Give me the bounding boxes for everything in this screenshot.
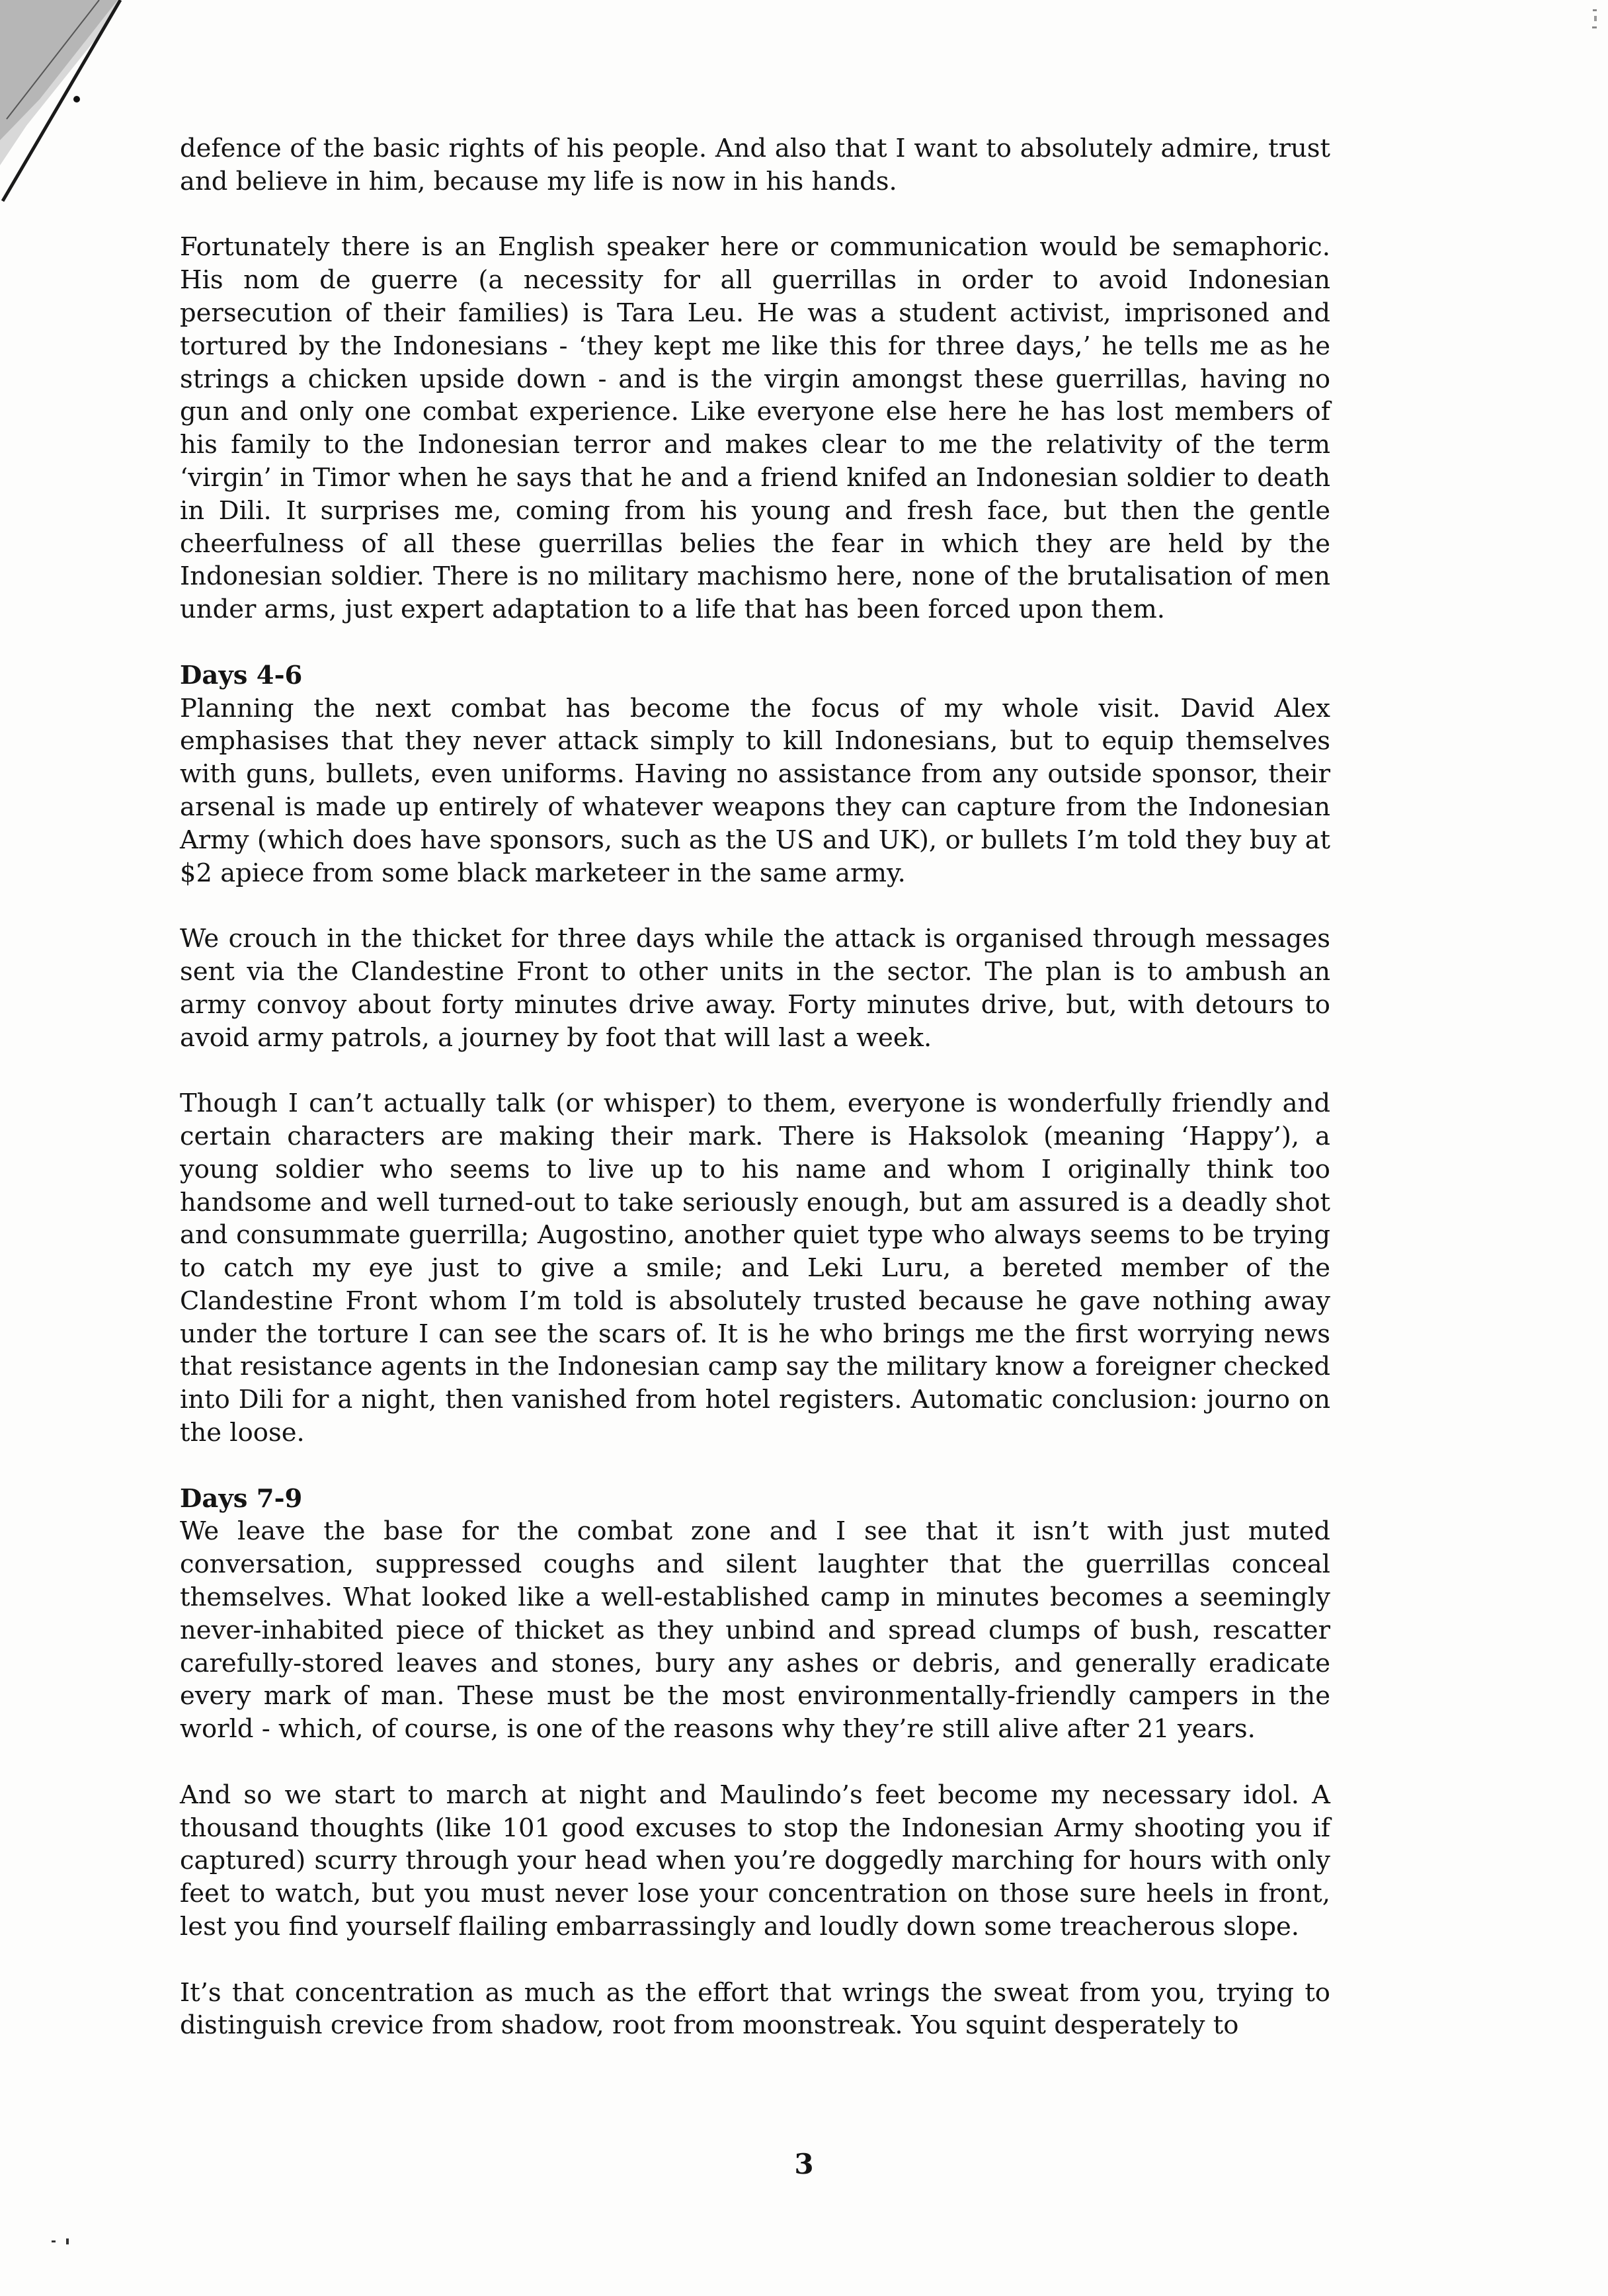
paragraph: And so we start to march at night and Maulindo’s feet become my necessary idol. A thousand thoughts (like 101 good excuses to stop the Indonesian Army shooting you if captured) scurry through your head when you’re doggedly marching for hours with only feet to watch, but you must never lose your concentration on those sure heels in front, lest you find yourself flailing embarrassingly and loudly down some treacherous slope. (180, 1780, 1330, 1942)
paragraph: It’s that concentration as much as the effort that wrings the sweat from you, trying to distinguish crevice from shadow, root from moonstreak. You squint desperately to (180, 1977, 1330, 2041)
scan-corner-shadow (0, 0, 132, 212)
article-body (180, 132, 1330, 2075)
paragraph: defence of the basic rights of his people. And also that I want to absolutely admire, trust and believe in him, because my life is now in his hands. (180, 134, 1330, 196)
paragraph: We crouch in the thicket for three days while the attack is organised through messages sent via the Clandestine Front to other units in the sector. The plan is to ambush an army convoy about forty minutes drive away. Forty minutes drive, but, with detours to avoid army patrols, a journey by foot that will last a week. (180, 924, 1330, 1053)
section-heading: Days 7-9 (180, 1483, 303, 1514)
paragraph: Planning the next combat has become the focus of my whole visit. David Alex emphasises that they never attack simply to kill Indonesians, but to equip themselves with guns, bullets, even uniforms. Having no assistance from any outside sponsor, their arsenal is made up entirely of whatever weapons they can capture from the Indonesian Army (which does have sponsors, such as the US and UK), or bullets I’m told they buy at $2 apiece from some black marketeer in the same army. (180, 693, 1330, 888)
paragraph: Fortunately there is an English speaker here or communication would be semaphoric. His nom de guerre (a necessity for all guerrillas in order to avoid Indonesian persecution of their families) is Tara Leu. He was a student activist, imprisoned and tortured by the Indonesians - ‘they kept me like this for three days,’ he tells me as he strings a chicken upside down - and is the virgin amongst these guerrillas, having no gun and only one combat experience. Like everyone else here he has lost members of his family to the Indonesian terror and makes clear to me the relativity of the term ‘virgin’ in Timor when he says that he and a friend knifed an Indonesian soldier to death in Dili. It surprises me, coming from his young and fresh face, but then the gentle cheerfulness of all these guerrillas belies the fear in which they are held by the Indonesian soldier. There is no military machismo here, none of the brutalisation of men under arms, just expert adaptation to a life that has been forced upon them. (180, 232, 1330, 625)
page-number: 3 (794, 2148, 814, 2180)
paragraph: Though I can’t actually talk (or whisper) to them, everyone is wonderfully friendly and certain characters are making their mark. There is Haksolok (meaning ‘Happy’), a young soldier who seems to live up to his name and whom I originally think too handsome and well turned-out to take seriously enough, but am assured is a deadly shot and consummate guerrilla; Augostino, another quiet type who always seems to be trying to catch my eye just to give a smile; and Leki Luru, a bereted member of the Clandestine Front whom I’m told is absolutely trusted because he gave nothing away under the torture I can see the scars of. It is he who brings me the first worrying news that resistance agents in the Indonesian camp say the military know a foreigner checked into Dili for a night, then vanished from hotel registers. Automatic conclusion: journo on the loose. (180, 1088, 1330, 1448)
scan-speck (50, 2237, 77, 2245)
section-heading: Days 4-6 (180, 660, 303, 690)
edge-speck (1591, 7, 1600, 40)
paragraph: We leave the base for the combat zone and I see that it isn’t with just muted conversation, suppressed coughs and silent laughter that the guerrillas conceal themselves. What looked like a well-established camp in minutes becomes a seemingly never-inhabited piece of thicket as they unbind and spread clumps of bush, rescatter carefully-stored leaves and stones, bury any ashes or debris, and generally eradicate every mark of man. These must be the most environmentally-friendly campers in the world - which, of course, is one of the reasons why they’re still alive after 21 years. (180, 1516, 1330, 1744)
